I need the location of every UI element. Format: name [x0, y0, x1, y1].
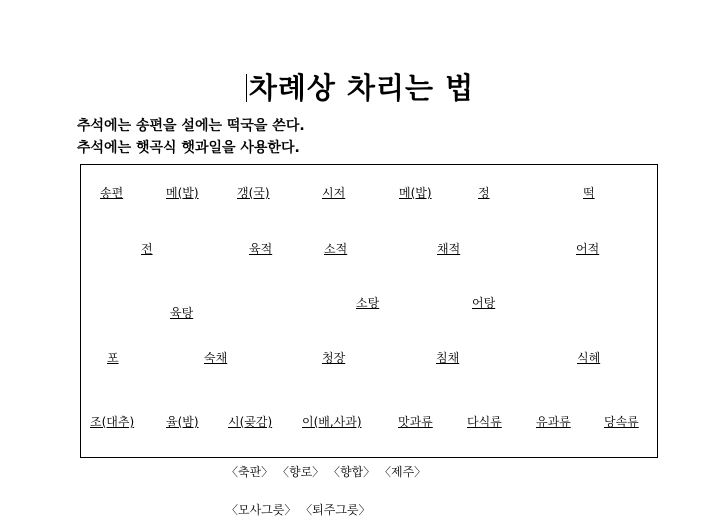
text-cursor — [246, 74, 247, 102]
table-item-fish-skewer: 어적 — [576, 242, 600, 256]
table-item-rice-cake: 떡 — [583, 186, 595, 200]
table-item-meat-skewer: 육적 — [249, 242, 273, 256]
table-item-confectionery: 맛과류 — [398, 415, 433, 429]
table-item-yugwa: 유과류 — [536, 415, 571, 429]
table-item-cooked-greens: 숙채 — [204, 351, 228, 365]
table-item-jujube: 조(대추) — [90, 415, 135, 429]
intro-line-1: 추석에는 송편을 설에는 떡국을 쓴다. — [77, 118, 305, 134]
table-item-spoon-chopsticks: 시저 — [322, 186, 346, 200]
table-layout-frame — [80, 164, 658, 458]
table-item-water: 정 — [478, 186, 490, 200]
table-item-dried-persimmon: 시(곶감) — [228, 415, 273, 429]
table-item-dasik: 다식류 — [467, 415, 502, 429]
table-item-sikhye: 식혜 — [577, 351, 601, 365]
table-item-fish-soup: 어탕 — [472, 296, 496, 310]
table-item-tofu-skewer: 소적 — [324, 242, 348, 256]
table-item-vegetable-skewer: 채적 — [437, 242, 461, 256]
table-item-pear-apple: 이(배,사과) — [302, 415, 362, 429]
ritual-items-note-1: 〈축판〉 〈향로〉 〈향합〉 〈제주〉 — [226, 465, 427, 479]
page-title-text: 차례상 차리는 법 — [248, 71, 475, 105]
table-item-meat-soup: 육탕 — [170, 306, 194, 320]
ritual-items-note-2: 〈모사그릇〉 〈퇴주그릇〉 — [226, 503, 371, 517]
table-item-soup: 갱(국) — [237, 186, 270, 200]
table-item-soy-sauce: 청장 — [322, 351, 346, 365]
table-item-candy: 당속류 — [604, 415, 639, 429]
table-item-dried-meat: 포 — [107, 351, 119, 365]
table-item-kimchi: 침채 — [436, 351, 460, 365]
table-item-vegetable-soup: 소탕 — [356, 296, 380, 310]
table-item-jeon: 전 — [141, 242, 153, 256]
table-item-songpyeon: 송편 — [100, 186, 124, 200]
table-item-rice-2: 메(밥) — [399, 186, 432, 200]
intro-line-2: 추석에는 햇곡식 햇과일을 사용한다. — [77, 140, 300, 156]
table-item-rice-1: 메(밥) — [166, 186, 199, 200]
table-item-chestnut: 율(밤) — [166, 415, 199, 429]
page-title — [0, 70, 720, 106]
